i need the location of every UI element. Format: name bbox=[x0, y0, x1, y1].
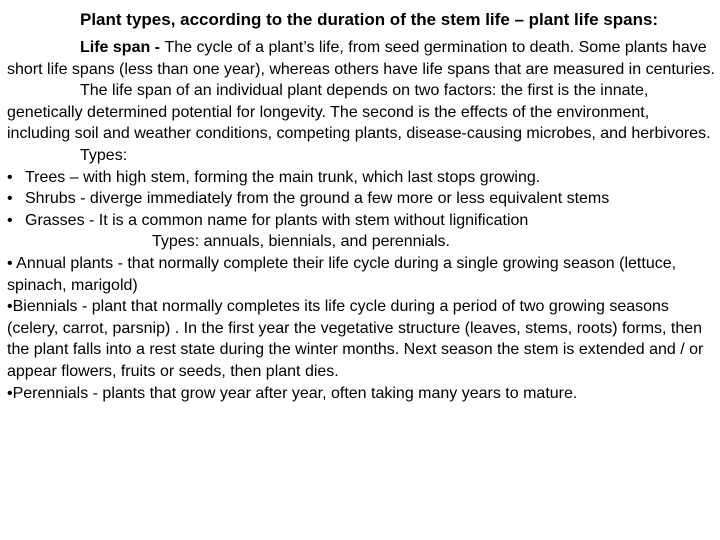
types-label: Types: bbox=[80, 146, 128, 164]
plant-types-list bbox=[7, 167, 715, 232]
bullet-icon: • bbox=[7, 211, 13, 229]
list-item-trees bbox=[7, 167, 715, 189]
annual-plants-paragraph: • Annual plants - that normally complete their life cycle during a single growing season (lettuce, spinach, marigold) bbox=[7, 254, 677, 294]
list-item-text: Trees – with high stem, forming the main trunk, which last stops growing. bbox=[25, 168, 541, 186]
perennials-paragraph: •Perennials - plants that grow year after year, often taking many years to mature. bbox=[7, 384, 578, 402]
lifespan-term: Life span - bbox=[80, 39, 165, 56]
list-item-text: Shrubs - diverge immediately from the ground a few more or less equivalent stems bbox=[25, 190, 610, 208]
bullet-icon: • bbox=[7, 190, 13, 208]
list-item-grasses bbox=[7, 210, 715, 232]
lifecycle-types-heading: Types: annuals, biennials, and perennials. bbox=[152, 233, 450, 251]
lifespan-paragraph bbox=[7, 37, 715, 80]
biennials-paragraph: •Biennials - plant that normally completes its life cycle during a period of two growing seasons (celery, carrot, parsnip) . In the first year the vegetative structure (leaves, stems, roots) forms, then the plant falls into a rest state during the winter months. Next season the stem is extended and / or appear flowers, fruits or seeds, then plant dies. bbox=[7, 298, 704, 380]
list-item-shrubs bbox=[7, 188, 715, 210]
document-page bbox=[7, 8, 715, 404]
page-title: Plant types, according to the duration of the stem life – plant life spans: bbox=[80, 10, 659, 29]
lifespan-definition: The cycle of a plant’s life, from seed germination to death. Some plants have short life spans (less than one year), whereas others have life spans that are measured in centuries. bbox=[7, 39, 715, 78]
lifespan-factors-paragraph: The life span of an individual plant depends on two factors: the first is the innate, genetically determined potential for longevity. The second is the effects of the environment, including soil and weather conditions, competing plants, disease-causing microbes, and herbivores. bbox=[7, 82, 711, 143]
bullet-icon: • bbox=[7, 168, 13, 186]
list-item-text: Grasses - It is a common name for plants with stem without lignification bbox=[25, 211, 529, 229]
